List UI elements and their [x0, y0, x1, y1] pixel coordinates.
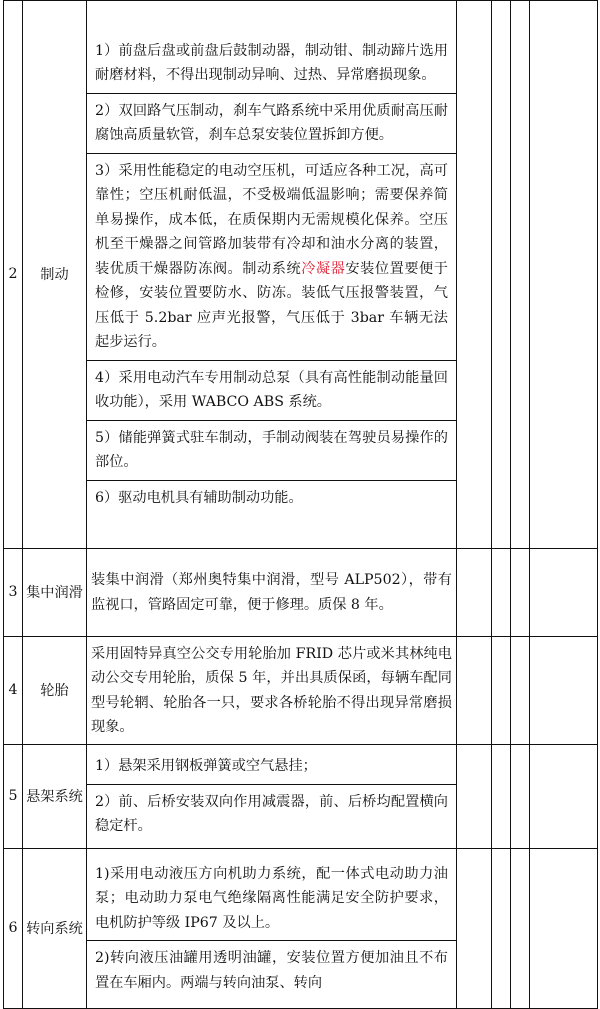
row-number: 6: [4, 849, 23, 1009]
table-row: [4, 549, 598, 637]
empty-cell: [511, 849, 530, 1009]
spec-item: 6）驱动电机具有辅助制动功能。: [95, 489, 303, 506]
spec-item: [87, 154, 456, 361]
row-category: 轮胎: [23, 637, 87, 745]
table-row: [4, 1, 598, 549]
spec-item: 2)转向液压油罐用透明油罐，安装位置方便加油且不布置在车厢内。两端与转向油泵、转向: [95, 950, 448, 991]
empty-cell: [530, 549, 598, 637]
spec-table: [3, 0, 598, 1009]
highlight-text: 冷凝器: [301, 260, 346, 277]
spec-item: 4）采用电动汽车专用制动总泵（具有高性能制动能量回收功能），采用 WABCO ABS 系统。: [87, 361, 456, 421]
empty-cell: [492, 549, 511, 637]
empty-cell: [492, 637, 511, 745]
row-category: 集中润滑: [23, 549, 87, 637]
spec-item: 1）前盘后盘或前盘后鼓制动器，制动钳、制动蹄片选用耐磨材料，不得出现制动异响、过热、异常磨损现象。: [87, 34, 456, 94]
empty-cell: [457, 549, 492, 637]
empty-cell: [457, 745, 492, 849]
row-description: [87, 1, 457, 549]
row-description: [87, 637, 457, 745]
spec-text: 装集中润滑（郑州奥特集中润滑，型号 ALP502），带有监视口，管路固定可靠，便于修理。质保 8 年。: [91, 572, 452, 613]
row-number: 2: [4, 1, 23, 549]
empty-cell: [530, 849, 598, 1009]
spec-text: 3）采用性能稳定的电动空压机，可适应各种工况，高可靠性；空压机耐低温，不受极端低温影响；需要保养简单易操作，成本低，在质保期内无需规模化保养。空压机至干燥器之间管路加装带有冷却和油水分离的装置，装优质干燥器防冻阀。制动系统: [95, 162, 448, 277]
table-row: [4, 745, 598, 849]
spec-item: 1）悬架采用钢板弹簧或空气悬挂；: [87, 749, 456, 785]
empty-cell: [492, 745, 511, 849]
spec-text: 采用固特异真空公交专用轮胎加 FRID 芯片或米其林纯电动公交专用轮胎，质保 5 年，并出具质保函，每辆车配同型号轮辋、轮胎各一只，要求各桥轮胎不得出现异常磨损现象。: [91, 645, 452, 735]
empty-cell: [511, 549, 530, 637]
empty-cell: [530, 745, 598, 849]
row-number: 4: [4, 637, 23, 745]
row-category: 转向系统: [23, 849, 87, 1009]
empty-cell: [492, 1, 511, 549]
row-description: [87, 849, 457, 1009]
table-row: [4, 849, 598, 1009]
empty-cell: [511, 745, 530, 849]
row-category: 悬架系统: [23, 745, 87, 849]
table-row: [4, 637, 598, 745]
spec-text: 安装位置要便于检修，安装位置要防水、防冻。装低气压报警装置，气压低于 5.2bar 应声光报警，气压低于 3bar 车辆无法起步运行。: [95, 260, 448, 351]
empty-cell: [492, 849, 511, 1009]
row-category: 制动: [23, 1, 87, 549]
spec-item: 5）储能弹簧式驻车制动，手制动阀装在驾驶员易操作的部位。: [87, 421, 456, 481]
empty-cell: [511, 637, 530, 745]
row-description: [87, 549, 457, 637]
empty-cell: [457, 849, 492, 1009]
spec-item: 2）前、后桥安装双向作用减震器，前、后桥均配置横向稳定杆。: [95, 793, 448, 835]
spec-item: 2）双回路气压制动，刹车气路系统中采用优质耐高压耐腐蚀高质量软管，刹车总泵安装位置拆卸方便。: [87, 94, 456, 154]
row-number: 3: [4, 549, 23, 637]
row-description: [87, 745, 457, 849]
row-number: 5: [4, 745, 23, 849]
empty-cell: [457, 637, 492, 745]
empty-cell: [457, 1, 492, 549]
empty-cell: [530, 637, 598, 745]
empty-cell: [530, 1, 598, 549]
empty-cell: [511, 1, 530, 549]
spec-item: 1)采用电动液压方向机助力系统，配一体式电动助力油泵；电动助力泵电气绝缘隔离性能满足安全防护要求，电机防护等级 IP67 及以上。: [87, 857, 456, 942]
